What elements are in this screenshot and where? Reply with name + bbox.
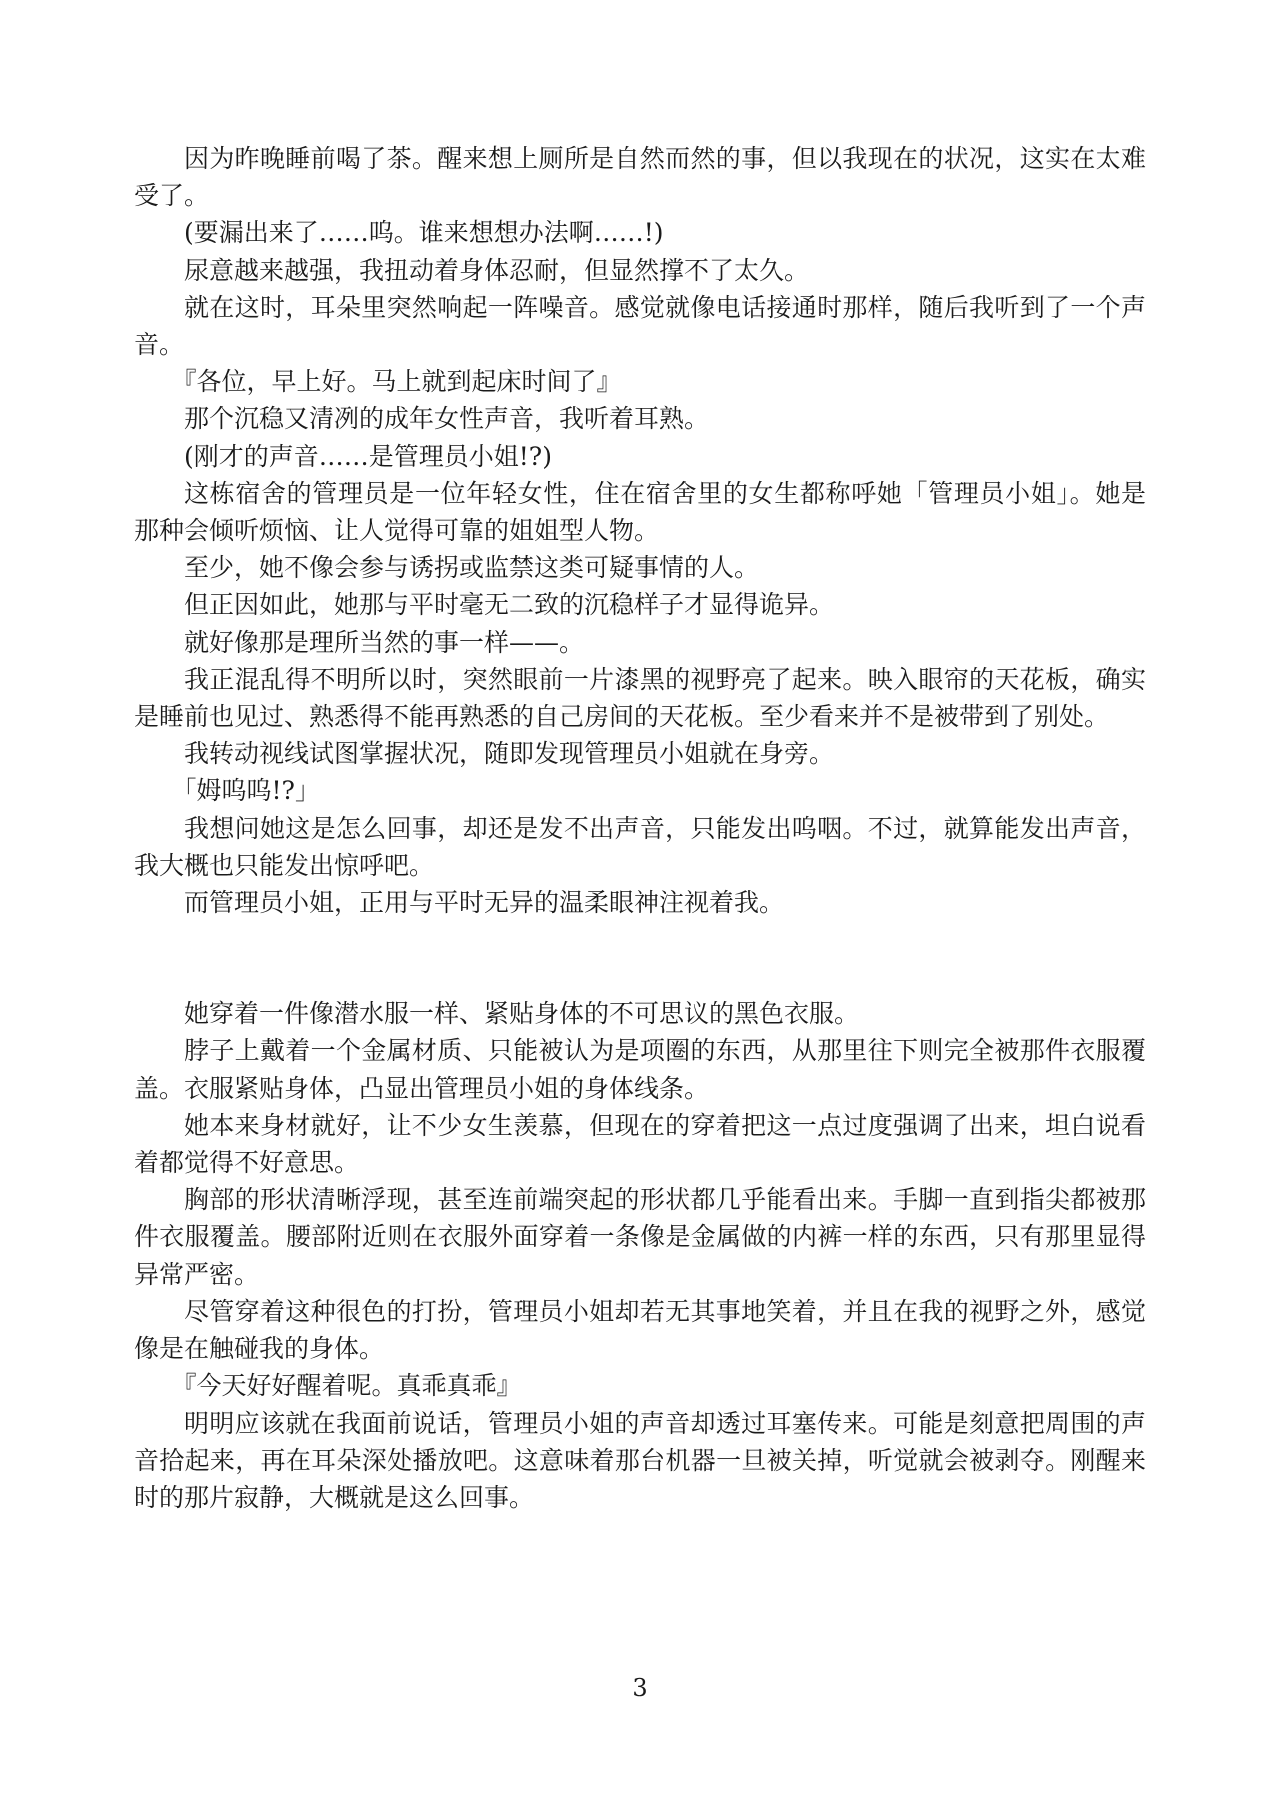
paragraph: 她本来身材就好，让不少女生羡慕，但现在的穿着把这一点过度强调了出来，坦白说看着都觉得不好意思。 [134,1110,1146,1178]
paragraph: 我正混乱得不明所以时，突然眼前一片漆黑的视野亮了起来。映入眼帘的天花板，确实是睡前也见过、熟悉得不能再熟悉的自己房间的天花板。至少看来并不是被带到了别处。 [134,664,1146,732]
paragraph: 胸部的形状清晰浮现，甚至连前端突起的形状都几乎能看出来。手脚一直到指尖都被那件衣服覆盖。腰部附近则在衣服外面穿着一条像是金属做的内裤一样的东西，只有那里显得异常严密。 [134,1185,1146,1289]
paragraph: 脖子上戴着一个金属材质、只能被认为是项圈的东西，从那里往下则完全被那件衣服覆盖。衣服紧贴身体，凸显出管理员小姐的身体线条。 [134,1036,1146,1103]
section-break [134,921,1146,995]
paragraph: 就好像那是理所当然的事一样——。 [184,627,585,657]
dialog-line: 『今天好好醒着呢。真乖真乖』 [171,1371,522,1401]
paragraph: 但正因如此，她那与平时毫无二致的沉稳样子才显得诡异。 [184,590,835,620]
paragraph: 而管理员小姐，正用与平时无异的温柔眼神注视着我。 [184,888,785,918]
paragraph: 就在这时，耳朵里突然响起一阵噪音。感觉就像电话接通时那样，随后我听到了一个声音。 [134,292,1146,360]
dialog-line: 「姆呜呜!?」 [171,776,320,806]
paragraph: 那个沉稳又清冽的成年女性声音，我听着耳熟。 [184,404,710,434]
paragraph: 我想问她这是怎么回事，却还是发不出声音，只能发出呜咽。不过，就算能发出声音，我大概也只能发出惊呼吧。 [134,813,1146,880]
paragraph: 尽管穿着这种很色的打扮，管理员小姐却若无其事地笑着，并且在我的视野之外，感觉像是在触碰我的身体。 [134,1296,1146,1364]
paragraph: 明明应该就在我面前说话，管理员小姐的声音却透过耳塞传来。可能是刻意把周围的声音拾起来，再在耳朵深处播放吧。这意味着那台机器一旦被关掉，听觉就会被剥夺。刚醒来时的那片寂静，大概就是这么回事。 [134,1408,1146,1512]
paragraph: 这栋宿舍的管理员是一位年轻女性，住在宿舍里的女生都称呼她「管理员小姐」。她是那种会倾听烦恼、让人觉得可靠的姐姐型人物。 [134,478,1146,546]
paragraph: (要漏出来了……呜。谁来想想办法啊……!) [184,218,664,248]
page-number: 3 [632,1674,648,1702]
paragraph: 她穿着一件像潜水服一样、紧贴身体的不可思议的黑色衣服。 [184,999,860,1029]
paragraph: 尿意越来越强，我扭动着身体忍耐，但显然撑不了太久。 [184,255,810,285]
paragraph: 我转动视线试图掌握状况，随即发现管理员小姐就在身旁。 [184,739,835,769]
paragraph: 因为昨晚睡前喝了茶。醒来想上厕所是自然而然的事，但以我现在的状况，这实在太难受了。 [134,144,1146,211]
dialog-line: 『各位，早上好。马上就到起床时间了』 [171,367,622,397]
document-page [134,140,1146,1516]
paragraph: (刚才的声音……是管理员小姐!?) [184,441,552,471]
paragraph: 至少，她不像会参与诱拐或监禁这类可疑事情的人。 [184,553,760,583]
